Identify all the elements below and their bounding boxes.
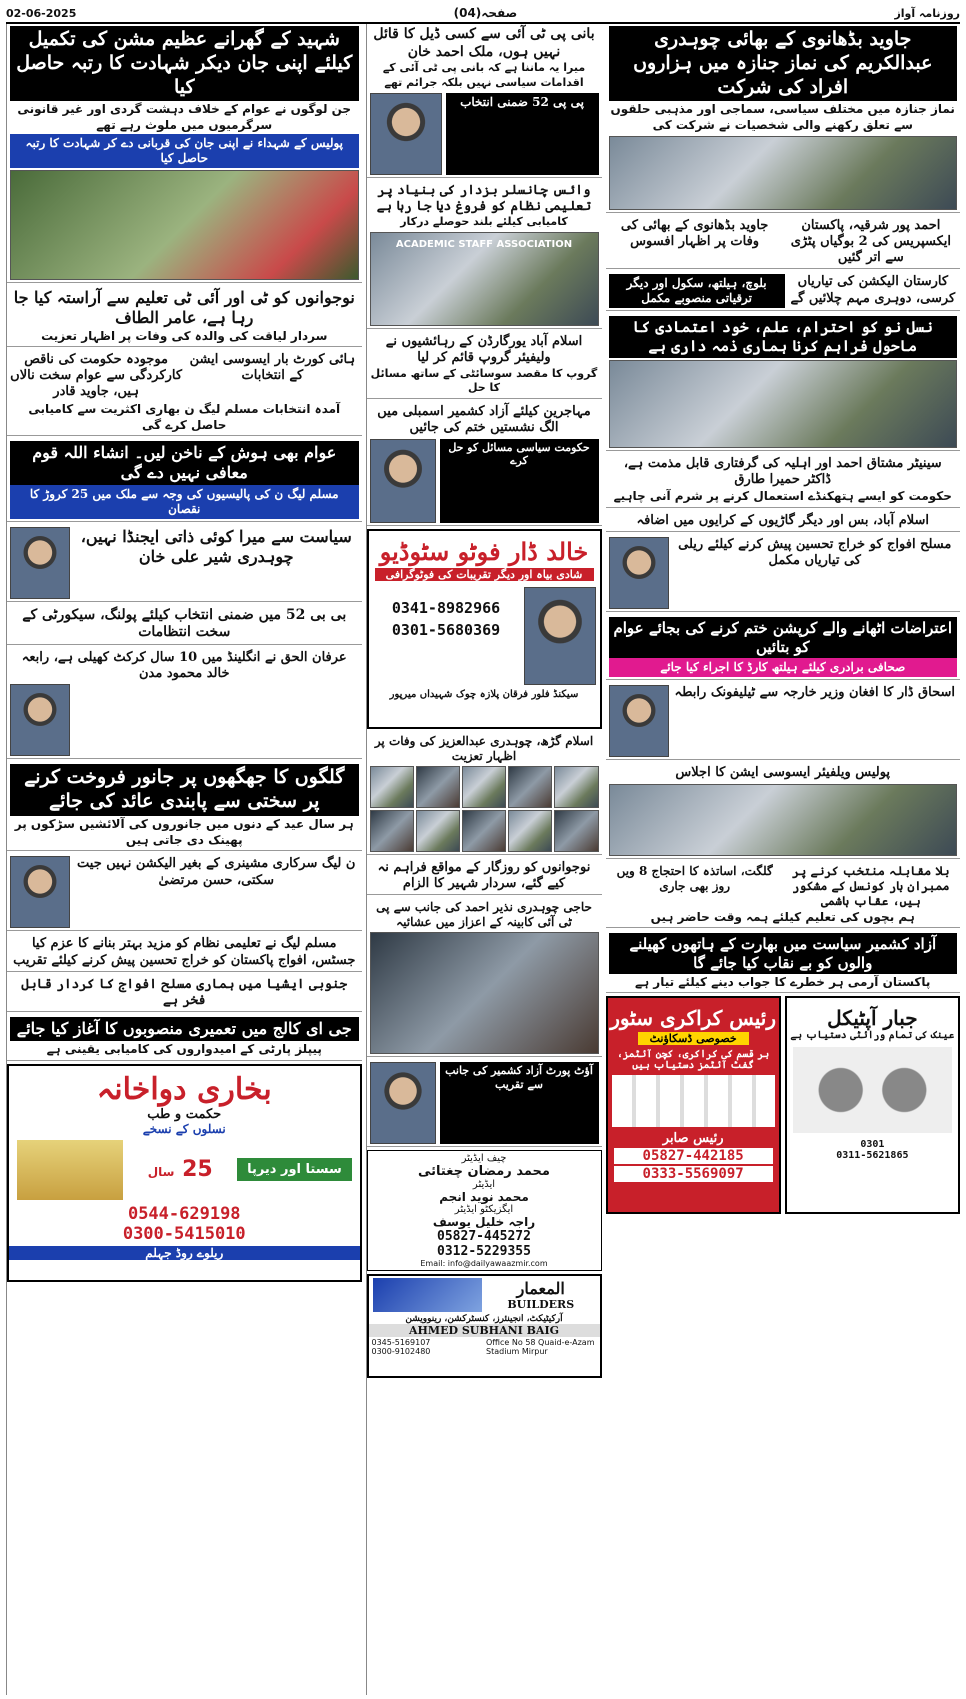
story xyxy=(367,898,602,1057)
ad-title: رئیس کراکری سٹور xyxy=(610,1006,777,1031)
subheadline: نماز جنازہ میں مختلف سیاسی، سماجی اور مذہبی حلقوں سے تعلق رکھنے والی شخصیات نے شرکت کی xyxy=(610,102,955,133)
story xyxy=(367,24,602,178)
ad-title: بخاری دواخانہ xyxy=(96,1071,272,1107)
headline: گلگت، اساتذہ کا احتجاج 8 ویں روز بھی جاری xyxy=(616,863,773,893)
story xyxy=(7,975,362,1013)
headline: اسلام آباد، بس اور دیگر گاڑیوں کے کرایوں میں اضافہ xyxy=(636,512,930,528)
subheadline: پاکستان آرمی ہر خطرے کا جواب دینے کیلئے تیار ہے xyxy=(635,975,931,990)
ad-phone-2: 0333-5569097 xyxy=(614,1166,773,1182)
ad-phone-1: 0544-629198 xyxy=(127,1203,241,1224)
editorial-phone-2: 0312-5229355 xyxy=(437,1244,531,1260)
advert-optical xyxy=(785,996,960,1214)
headline: جاوید بڈھانوی کے بھائی کی وفات پر اظہار افسوس xyxy=(620,217,769,249)
story xyxy=(606,683,961,760)
story xyxy=(7,525,362,602)
group-photo xyxy=(370,232,599,326)
ad-phone-1: 05827-442185 xyxy=(614,1148,773,1164)
headline: موجودہ حکومت کی ناقص کارکردگی سے عوام سخت نالاں ہیں، جاوید قادر xyxy=(10,351,183,400)
editorial-box xyxy=(367,1150,602,1271)
ad-phone-1: 0341-8982966 xyxy=(391,598,501,617)
headline: احمد پور شرقیہ، پاکستان ایکسپریس کی 2 بوگیاں پٹڑی سے اتر گئیں xyxy=(790,217,952,266)
headline: نوجوانوں کو روزگار کے مواقع فراہم نہ کیے گئے، سردار شہیر کا الزام xyxy=(377,859,591,891)
headline: بلا مقابلہ منتخب کرنے پر ممبران بار کونسل کے مشکور ہیں، عقاب ہاشمی xyxy=(792,863,950,908)
masthead xyxy=(6,4,960,24)
story xyxy=(367,181,602,329)
subheadline: میرا یہ ماننا ہے کہ بانی پی ٹی آئی کے اقدامات سیاسی نہیں بلکہ جرائم تھے xyxy=(382,61,586,89)
portrait-photo xyxy=(609,685,669,757)
headline: بی بی 52 میں ضمنی انتخاب کیلئے پولنگ، سیکورٹی کے سخت انتظامات xyxy=(22,606,347,641)
ad-title: جبار آپٹیکل xyxy=(827,1006,918,1031)
headline: عرفان الحق نے انگلینڈ میں 10 سال کرکٹ کھیلی ہے، رابعہ خالد محمود مدن xyxy=(21,649,347,682)
columns xyxy=(6,24,960,1695)
story xyxy=(606,216,961,270)
headline: اسلام گڑھ، چوہدری عبدالعزیز کی وفات پر اظہار تعزیت xyxy=(374,733,594,763)
story xyxy=(606,314,961,451)
chief-editor-label: چیف ایڈیٹر xyxy=(461,1153,507,1165)
products-image xyxy=(612,1075,775,1127)
story xyxy=(7,439,362,522)
right-column xyxy=(6,24,362,1695)
portrait-photo xyxy=(10,527,70,599)
ad-person: رئیس صابر xyxy=(662,1131,724,1147)
ad-line: ہر قسم کی کراکری، کچن آئٹمز، گفٹ آئٹمز دستیاب ہیں xyxy=(617,1049,770,1072)
editorial-email: Email: info@dailyawaazmir.com xyxy=(420,1259,548,1269)
page-number: صفحہ(04) xyxy=(453,6,518,20)
headline: جاوید بڈھانوی کے بھائی چوہدری عبدالکریم کی نماز جنازہ میں ہزاروں افراد کی شرکت xyxy=(609,26,958,101)
story xyxy=(606,535,961,612)
story xyxy=(7,286,362,347)
headline: اسحاق ڈار کا افغان وزیر خارجہ سے ٹیلیفونک رابطہ xyxy=(674,685,955,701)
headline: ہائی کورٹ بار ایسوسی ایشن کے انتخابات xyxy=(189,351,356,384)
portrait-photo xyxy=(370,439,436,523)
issue-date: 02-06-2025 xyxy=(6,6,77,20)
ad-address: سیکنڈ فلور فرقان پلازہ چوک شہیداں میرپور xyxy=(389,688,579,700)
advert-crockery xyxy=(606,996,781,1214)
ad-address: Office No 58 Quaid-e-Azam Stadium Mirpur xyxy=(486,1338,595,1357)
ceremony-photo xyxy=(609,360,958,448)
banner-headline: عوام بھی ہوش کے ناخن لیں۔ انشاء اللہ قوم معافی نہیں دے گی xyxy=(10,441,359,485)
photo-caption: ACADEMIC STAFF ASSOCIATION xyxy=(395,239,573,251)
portrait-photo xyxy=(609,537,669,609)
ad-title-en: BUILDERS xyxy=(507,1298,575,1312)
ad-person: AHMED SUBHANI BAIG xyxy=(369,1324,600,1337)
ad-cell-1: 0345-5169107 xyxy=(371,1338,431,1348)
story xyxy=(7,762,362,851)
lead-story-left xyxy=(606,24,961,213)
chief-editor: محمد رمضان چغتائی xyxy=(418,1164,550,1180)
ad-badge: خصوصی ڈسکاؤنٹ xyxy=(638,1032,749,1045)
ad-line: عینک کی تمام ورائٹی دستیاب ہے xyxy=(790,1030,955,1042)
left-column xyxy=(606,24,961,1695)
headline: بانی پی ٹی آئی سے کسی ڈیل کا قائل نہیں ہوں، ملک احمد خان xyxy=(373,26,595,60)
lead-photo xyxy=(10,170,359,280)
glasses-icon xyxy=(793,1047,952,1133)
headline: مسلح افواج کو خراج تحسین پیش کرنے کیلئے ریلی کی تیاریاں مکمل xyxy=(678,536,952,569)
portrait-photo xyxy=(370,93,442,175)
editorial-phone-1: 05827-445272 xyxy=(437,1229,531,1245)
banner-headline: آزاد کشمیر سیاست میں بھارت کے ہاتھوں کھیلنے والوں کو بے نقاب کیا جائے گا xyxy=(609,933,958,975)
headline: شہید کے گھرانے عظیم مشن کی تکمیل کیلئے اپنی جان دیکر شہادت کا رتبہ حاصل کیا xyxy=(10,26,359,101)
subheadline: کامیابی کیلئے بلند حوصلے درکار xyxy=(400,215,568,229)
executive-editor-label: ایگزیکٹو ایڈیٹر xyxy=(454,1204,514,1216)
headline: نوجوانوں کو ٹی اور آئی ٹی تعلیم سے آراستہ کیا جا رہا ہے، عامر الطاف xyxy=(13,287,355,327)
headline: جنوبی ایشیا میں ہماری مسلح افواج کا کردار قابل فخر ہے xyxy=(21,976,348,1009)
story xyxy=(606,862,961,928)
blue-strap: پولیس کے شہداء نے اپنی جان کی قربانی دے کر شہادت کا رتبہ حاصل کیا xyxy=(10,134,359,168)
editor: محمد نوید انجم xyxy=(439,1190,529,1205)
ad-years-count: 25 سال xyxy=(147,1157,213,1182)
advert-builders xyxy=(367,1274,602,1378)
advert-bukhari xyxy=(7,1064,362,1282)
headline: سینیٹر مشتاق احمد اور اہلیہ کی گرفتاری قابل مذمت ہے، ڈاکٹر حمیرا طارق xyxy=(623,455,942,488)
ad-title: خالد ڈار فوٹو سٹوڈیو xyxy=(379,536,589,566)
meeting-photo xyxy=(609,784,958,856)
story xyxy=(606,763,961,858)
ad-phone-1: 0301 xyxy=(860,1139,885,1151)
subheadline: پیپلز پارٹی کے امیدواروں کی کامیابی یقینی ہے xyxy=(46,1042,322,1057)
headline: وائس چانسلر بزدار کی بنیاد پر تعلیمی نظام کو فروغ دیا جا رہا ہے xyxy=(376,182,592,214)
story xyxy=(7,605,362,645)
headline: سیاست سے میرا کوئی ذاتی ایجنڈا نہیں، چوہدری شیر علی خان xyxy=(80,526,352,566)
funeral-photo xyxy=(609,136,958,210)
product-image xyxy=(17,1140,123,1200)
banner-headline: گلگوں کا جھگھوں پر جانور فروخت کرنے پر سختی سے پابندی عائد کی جائے xyxy=(10,764,359,816)
subheadline: آمدہ انتخابات مسلم لیگ ن بھاری اکثریت سے کامیابی حاصل کرے گی xyxy=(28,401,341,432)
ad-line: آرکیٹیکٹ، انجینئرز، کنسٹرکشن، رینوویشن xyxy=(405,1314,563,1325)
story xyxy=(606,454,961,508)
headline: اسلام آباد یورگارڈن کے رہائشیوں نے ولیفیئر گروپ قائم کر لیا xyxy=(385,334,583,366)
ad-cell-2: 0300-9102480 xyxy=(371,1347,431,1357)
ad-line: شادی بیاہ اور دیگر تقریبات کی فوٹوگرافی xyxy=(375,568,594,581)
lead-story-right xyxy=(7,24,362,283)
ad-address: ریلوے روڈ جہلم xyxy=(9,1246,360,1260)
story xyxy=(7,648,362,760)
advert-photo-studio xyxy=(367,529,602,729)
subheadline: ہم بچوں کی تعلیم کیلئے ہمہ وقت حاضر ہیں xyxy=(650,909,915,924)
headline: بلوچ، ہیلتھ، سکول اور دیگر ترقیاتی منصوبے مکمل xyxy=(609,274,785,308)
story xyxy=(367,858,602,896)
editor-label: ایڈیٹر xyxy=(472,1179,496,1191)
story xyxy=(606,615,961,681)
ad-tagline: نسلوں کے نسخے xyxy=(142,1121,226,1136)
portrait-grid xyxy=(370,766,599,852)
middle-column xyxy=(366,24,602,1695)
headline: آؤٹ پورٹ آزاد کشمیر کی جانب سے تقریب xyxy=(440,1062,599,1144)
magenta-strap: صحافی برادری کیلئے ہیلتھ کارڈ کا اجراء کیا جائے xyxy=(609,658,958,677)
headline: مسلم لیگ نے تعلیمی نظام کو مزید بہتر بنانے کا عزم کیا xyxy=(31,936,337,952)
headline: جسٹس، افواج پاکستان کو خراج تحسین پیش کرنے کیلئے تقریب xyxy=(13,952,356,968)
headline: مہاجرین کیلئے آزاد کشمیر اسمبلی میں الگ نشستیں ختم کی جائیں xyxy=(377,404,591,436)
story xyxy=(7,350,362,436)
story xyxy=(367,332,602,399)
ad-phone-2: 0300-5415010 xyxy=(122,1223,246,1244)
story xyxy=(606,511,961,532)
event-photo xyxy=(370,932,599,1054)
ad-phone-2: 0301-5680369 xyxy=(391,620,501,639)
headline: حاجی چوہدری نذیر احمد کی جانب سے پی ٹی آئی کابینہ کے اعزاز میں عشائیہ xyxy=(376,900,592,930)
story xyxy=(7,1015,362,1060)
building-logo-icon xyxy=(373,1278,483,1312)
ad-title: المعمار xyxy=(516,1279,565,1299)
advert-row xyxy=(606,996,961,1214)
portrait-photo xyxy=(10,856,70,928)
subheadline: ہر سال عید کے دنوں میں جانوروں کی آلائشیں سڑکوں پر پھینک دی جاتی ہیں xyxy=(14,816,354,848)
banner-headline: نسل نو کو احترام، علم، خود اعتمادی کا ماحول فراہم کرنا ہماری ذمہ داری ہے xyxy=(609,316,958,358)
ad-subtitle: حکمت و طب xyxy=(147,1106,222,1122)
subheadline: حکومت کو ایسے ہتھکنڈے استعمال کرنے پر شرم آنی چاہیے xyxy=(613,489,952,504)
subheadline: گروپ کا مقصد سوسائٹی کے ساتھ مسائل کا حل xyxy=(370,366,598,395)
portrait-photo xyxy=(10,684,70,756)
story xyxy=(367,402,602,526)
banner-headline: جی ای کالج میں تعمیری منصوبوں کا آغاز کیا جائے xyxy=(10,1017,359,1041)
executive-editor: راجہ خلیل یوسف xyxy=(432,1215,536,1230)
portrait-photo xyxy=(370,1062,436,1144)
story xyxy=(367,732,602,855)
banner-headline: اعتراضات اٹھانے والے کرپشن ختم کرنے کی بجائے عوام کو بتائیں xyxy=(609,617,958,659)
subheadline: جن لوگوں نے عوام کے خلاف دہشت گردی اور غیر قانونی سرگرمیوں میں ملوث رہے تھے xyxy=(17,102,352,133)
story xyxy=(7,934,362,972)
ad-offer: سستا اور دیرپا xyxy=(237,1158,351,1181)
paper-name: روزنامہ آواز xyxy=(894,6,960,20)
headline: پولیس ویلفیئر ایسوسی ایشن کا اجلاس xyxy=(675,765,891,781)
headline: کارستان الیکشن کی تیاریاں کرسی، دوہری مہم چلائیں گے xyxy=(790,274,956,306)
headline: ن لیگ سرکاری مشینری کے بغیر الیکشن نہیں جیت سکتی، حسن مرتضیٰ xyxy=(77,856,356,888)
headline: حکومت سیاسی مسائل کو حل کرے xyxy=(440,439,599,523)
subheadline: سردار لیاقت کی والدہ کی وفات پر اظہار تعزیت xyxy=(41,328,328,343)
story xyxy=(606,272,961,311)
story xyxy=(7,854,362,931)
story xyxy=(606,931,961,994)
portrait-photo xyxy=(524,587,596,685)
ad-phone-2: 0311-5621865 xyxy=(836,1150,909,1162)
story xyxy=(367,1060,602,1147)
blue-strap: مسلم لیگ ن کی پالیسیوں کی وجہ سے ملک میں 25 کروڑ کا نقصان xyxy=(10,485,359,519)
headline: پی پی 52 ضمنی انتخاب xyxy=(446,93,599,175)
